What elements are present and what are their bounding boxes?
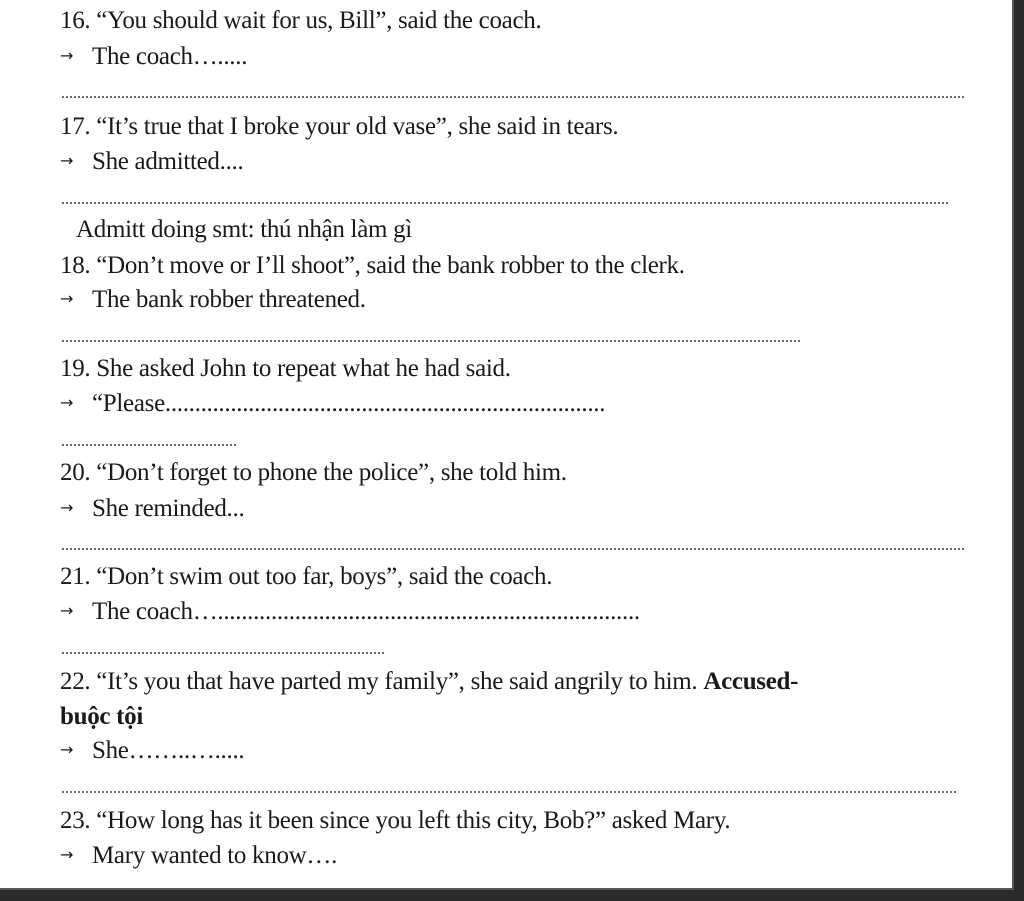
answer-22 xyxy=(60,736,244,767)
answer-20 xyxy=(60,494,244,525)
arrow-icon: → xyxy=(60,740,74,760)
answer-line-19 xyxy=(62,444,236,446)
vocab-accused: Accused- xyxy=(703,668,799,695)
answer-22-text: She……..…..... xyxy=(92,737,245,764)
question-19: 19. She asked John to repeat what he had said. xyxy=(60,355,511,382)
answer-21-text: The coach…....................................................................... xyxy=(92,598,640,625)
arrow-icon: → xyxy=(60,601,74,621)
arrow-icon: → xyxy=(60,46,74,66)
answer-line-20 xyxy=(62,548,964,550)
answer-17-text: She admitted.... xyxy=(92,148,244,175)
question-22 xyxy=(60,667,798,697)
question-16: 16. “You should wait for us, Bill”, said the coach. xyxy=(60,7,542,34)
arrow-icon: → xyxy=(60,393,74,413)
answer-16 xyxy=(60,42,247,73)
answer-19 xyxy=(60,389,605,420)
answer-20-text: She reminded... xyxy=(92,495,245,522)
answer-line-17 xyxy=(62,202,948,204)
question-18: 18. “Don’t move or I’ll shoot”, said the bank robber to the clerk. xyxy=(60,252,685,279)
answer-line-22 xyxy=(62,791,956,793)
answer-line-18 xyxy=(62,340,800,342)
arrow-icon: → xyxy=(60,498,74,518)
vocab-note: Admitt doing smt: thú nhận làm gì xyxy=(76,216,412,243)
answer-23 xyxy=(60,841,337,872)
answer-21 xyxy=(60,597,640,628)
question-20: 20. “Don’t forget to phone the police”, she told him. xyxy=(60,459,567,486)
question-22-text: 22. “It’s you that have parted my family”, she said angrily to him. xyxy=(60,668,698,695)
answer-18 xyxy=(60,285,366,316)
answer-23-text: Mary wanted to know…. xyxy=(92,842,338,869)
answer-19-text: “Please.......................................................................... xyxy=(92,390,606,417)
question-17: 17. “It’s true that I broke your old vase”, she said in tears. xyxy=(60,113,619,140)
question-21: 21. “Don’t swim out too far, boys”, said the coach. xyxy=(60,563,553,590)
arrow-icon: → xyxy=(60,151,74,171)
answer-line-21 xyxy=(62,652,384,654)
answer-17 xyxy=(60,147,243,178)
answer-16-text: The coach…..... xyxy=(92,43,248,70)
answer-line-16 xyxy=(62,96,964,98)
arrow-icon: → xyxy=(60,845,74,865)
question-23: 23. “How long has it been since you left this city, Bob?” asked Mary. xyxy=(60,807,731,834)
vocab-accused-meaning: buộc tội xyxy=(60,703,144,730)
arrow-icon: → xyxy=(60,289,74,309)
answer-18-text: The bank robber threatened. xyxy=(92,286,366,313)
